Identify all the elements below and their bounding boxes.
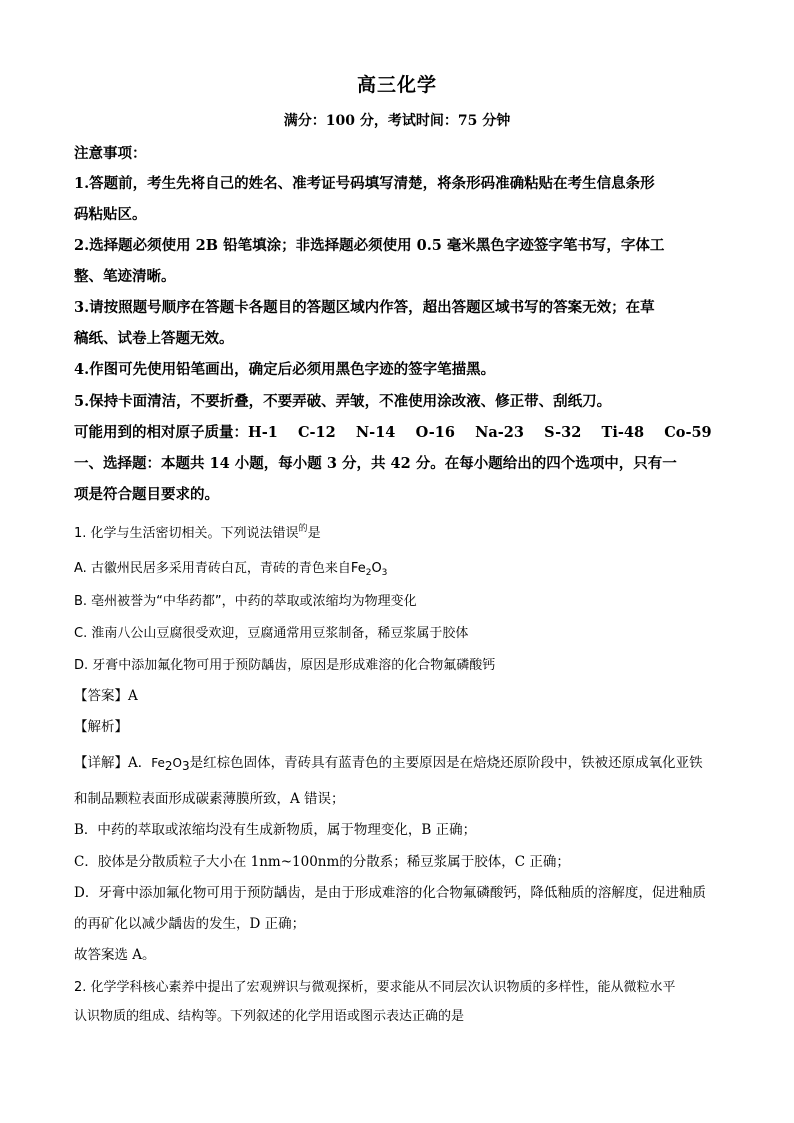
detail-a-formula-sub-3: 3 [181,759,190,773]
detail-a-formula-fe: Fe [151,756,165,770]
question-2-stem-cont: 认识物质的组成、结构等。下列叙述的化学用语或图示表达正确的是 [74,1009,465,1024]
answer-line [74,684,724,704]
detail-a-formula-o: O [172,756,182,770]
notice-item-3: 3.请按照题号顺序在答题卡各题目的答题区域内作答，超出答题区域书写的答案无效；在草 [74,299,655,316]
analysis-label: 【解析】 [74,719,128,735]
option-a-sub-2: 2 [365,568,372,578]
question-1-stem-end: 是 [307,526,321,541]
question-1-option-b: B. 亳州被誉为“中华药都”，中药的萃取或浓缩均为物理变化 [74,594,417,609]
notice-item-1: 1.答题前，考生先将自己的姓名、准考证号码填写清楚，将条形码准确粘贴在考生信息条形 [74,175,655,192]
section-1-heading-cont: 项是符合题目要求的。 [74,486,219,503]
question-1-option-a [74,557,724,576]
question-2-stem: 2. 化学学科核心素养中提出了宏观辨识与微观探析，要求能从不同层次认识物质的多样性，能从微粒水平 [74,980,676,995]
detail-b: B．中药的萃取或浓缩均没有生成新物质，属于物理变化，B 正确； [74,822,477,838]
notice-heading: 注意事项： [74,145,147,162]
detail-a-formula-sub-2: 2 [164,759,173,773]
section-1-heading: 一、选择题：本题共 14 小题，每小题 3 分，共 42 分。在每小题给出的四个选项中，只有一 [74,455,677,472]
detail-d: D．牙膏中添加氟化物可用于预防龋齿，是由于形成难溶的化合物氟磷酸钙，降低釉质的溶解度，促进釉质 [74,885,706,901]
detail-a [74,751,724,771]
detail-d-cont: 的再矿化以减少龋齿的发生，D 正确； [74,916,306,932]
answer-label: 【答案】 [74,688,128,704]
question-1-stem-text: 1. 化学与生活密切相关。下列说法错误 [74,526,299,541]
detail-a-text: 是红棕色固体，青砖具有蓝青色的主要原因是在焙烧还原阶段中，铁被还原成氧化亚铁 [189,755,703,771]
answer-value: A [128,688,138,704]
question-1-stem-mark: 的 [298,524,308,534]
detail-a-prefix: A． [128,755,152,771]
detail-c: C．胶体是分散质粒子大小在 1nm~100nm的分散系；稀豆浆属于胶体，C 正确； [74,854,570,870]
question-1-option-c: C. 淮南八公山豆腐很受欢迎，豆腐通常用豆浆制备，稀豆浆属于胶体 [74,626,469,641]
notice-item-2-cont: 整、笔迹清晰。 [74,268,176,285]
detail-label: 【详解】 [74,755,128,771]
notice-item-3-cont: 稿纸、试卷上答题无效。 [74,330,234,347]
option-a-text: A. 古徽州民居多采用青砖白瓦，青砖的青色来自Fe [74,561,366,576]
detail-a-cont: 和制品颗粒表面形成碳素薄膜所致，A 错误； [74,791,345,807]
page-title: 高三化学 [356,74,437,96]
question-1-stem [74,522,724,541]
notice-item-5: 5.保持卡面清洁，不要折叠，不要弄破、弄皱，不准使用涂改液、修正带、刮纸刀。 [74,393,612,410]
option-a-sub-3: 3 [381,568,388,578]
exam-info: 满分：100 分，考试时间：75 分钟 [283,113,511,129]
notice-item-1-cont: 码粘贴区。 [74,206,147,223]
atomic-masses: 可能用到的相对原子质量：H-1 C-12 N-14 O-16 Na-23 S-32 Ti-48 Co-59 [74,424,712,441]
notice-item-2: 2.选择题必须使用 2B 铅笔填涂；非选择题必须使用 0.5 毫米黑色字迹签字笔书写，字体工 [74,237,665,254]
conclusion: 故答案选 A。 [74,947,156,963]
notice-item-4: 4.作图可先使用铅笔画出，确定后必须用黑色字迹的签字笔描黑。 [74,361,496,378]
option-a-oxygen: O [371,561,382,576]
question-1-option-d: D. 牙膏中添加氟化物可用于预防龋齿，原因是形成难溶的化合物氟磷酸钙 [74,658,496,673]
